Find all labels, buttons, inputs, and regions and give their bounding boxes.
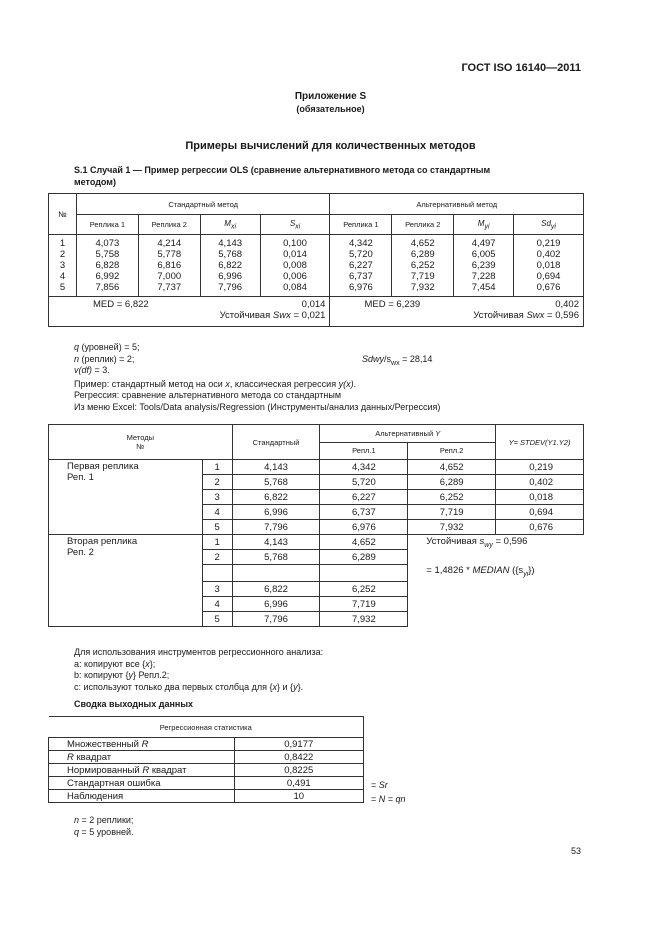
regression-stats-header: Регрессионная статистика xyxy=(49,717,364,738)
row-index: 2 xyxy=(202,550,232,565)
alt-rep2-header: Реплика 2 xyxy=(392,215,454,235)
cell-repl2: 6,289 xyxy=(408,475,496,490)
row-index: 3 xyxy=(202,490,232,505)
stat-label: R квадрат xyxy=(49,751,235,764)
note-sr: = Sr xyxy=(371,780,388,790)
table-replicates xyxy=(48,193,584,327)
stat-label: Нормированный R квадрат xyxy=(49,764,235,777)
alt-rep1-header: Реплика 1 xyxy=(330,215,392,235)
alt-summary-cell xyxy=(330,297,584,327)
instruction-a: a: копируют все {x}; xyxy=(74,658,156,669)
cell-standard: 7,796 xyxy=(232,612,320,627)
stat-value: 0,8225 xyxy=(234,764,364,777)
note-nqn: = N = qn xyxy=(371,794,406,804)
subsection-line2: методом) xyxy=(74,177,116,187)
cell-repl1: 6,227 xyxy=(320,490,408,505)
stat-value: 0,8422 xyxy=(234,751,364,764)
cell-standard: 6,996 xyxy=(232,505,320,520)
param-q: q (уровней) = 5; xyxy=(74,342,140,352)
cell-repl2: 6,252 xyxy=(408,490,496,505)
document-code: ГОСТ ISO 16140—2011 xyxy=(461,62,581,74)
repl2-header: Репл.2 xyxy=(408,442,496,460)
empty-cell xyxy=(202,565,232,582)
example-line: Пример: стандартный метод на оси x, классическая регрессия y(x). xyxy=(74,378,357,389)
table-regression-stats xyxy=(48,716,364,803)
cell-standard: 5,768 xyxy=(232,475,320,490)
foot-n: n = 2 реплики; xyxy=(74,815,134,825)
cell-repl1: 6,289 xyxy=(320,550,408,565)
robust-swy: Устойчивая $s_{wy} = 0,596$ xyxy=(426,536,528,549)
instruction-c: c: используют только два первых столбца для {x} и {y}. xyxy=(74,681,304,692)
appendix-title: Приложение S xyxy=(294,91,367,102)
cell-y: 0,676 xyxy=(496,520,584,535)
row-index: 4 xyxy=(202,597,232,612)
std-mean-header: Mxi xyxy=(200,215,260,235)
median-formula: = 1,4826 * MEDIAN $(\{s_{yi}\})$ xyxy=(426,564,535,578)
methods-header: Методы № xyxy=(49,425,233,460)
alt-rep2-column: 4,652 6,289 6,252 7,719 7,932 xyxy=(392,235,454,297)
std-mean-column: 4,143 5,768 6,822 6,996 7,796 xyxy=(200,235,260,297)
row-index: 1 xyxy=(202,460,232,475)
cell-repl1: 5,720 xyxy=(320,475,408,490)
col-no-header: № xyxy=(49,194,77,235)
std-rep2-column: 4,214 5,778 6,816 7,000 7,737 xyxy=(138,235,200,297)
stat-value: 0,491 xyxy=(234,777,364,790)
cell-repl2: 4,652 xyxy=(408,460,496,475)
stat-label: Множественный R xyxy=(49,738,235,751)
std-rep1-header: Реплика 1 xyxy=(76,215,138,235)
cell-repl2: 7,932 xyxy=(408,520,496,535)
cell-standard: 4,143 xyxy=(232,535,320,550)
instructions-intro: Для использования инструментов регрессионного анализа: xyxy=(74,647,324,657)
summary-title: Сводка выходных данных xyxy=(74,699,194,709)
row-index: 5 xyxy=(202,520,232,535)
alt-method-header: Альтернативный метод xyxy=(330,194,584,215)
row-index: 1 xyxy=(202,535,232,550)
robust-sd-cell xyxy=(408,535,584,627)
alt-med-value: 0,402 xyxy=(555,299,579,310)
section-title: Примеры вычислений для количественных методов xyxy=(185,140,476,152)
alt-rep1-column: 4,342 5,720 6,227 6,737 6,976 xyxy=(330,235,392,297)
row-index: 2 xyxy=(202,475,232,490)
std-rep1-column: 4,073 5,758 6,828 6,992 7,856 xyxy=(76,235,138,297)
param-n: n (реплик) = 2; Sdwy/$s_{wx} = 28,14$ xyxy=(74,354,574,366)
instruction-b: b: копируют {y} Репл.2; xyxy=(74,670,170,680)
standard-header: Стандартный xyxy=(232,425,320,460)
cell-y: 0,018 xyxy=(496,490,584,505)
cell-repl1: 6,737 xyxy=(320,505,408,520)
stat-label: Стандартная ошибка xyxy=(49,777,235,790)
cell-repl1: 4,652 xyxy=(320,535,408,550)
empty-cell xyxy=(320,565,408,582)
cell-repl1: 7,719 xyxy=(320,597,408,612)
excel-line: Из меню Excel: Tools/Data analysis/Regression (Инструменты/анализ данных/Регрессия) xyxy=(74,401,441,412)
cell-y: 0,694 xyxy=(496,505,584,520)
appendix-subtitle: (обязательное) xyxy=(296,104,365,114)
subsection-line1: S.1 Случай 1 — Пример регрессии OLS (сравнение альтернативного метода со стандартным xyxy=(74,165,491,175)
stat-value: 10 xyxy=(234,790,364,803)
alt-robust: Устойчивая Swx = 0,596 xyxy=(473,310,579,321)
std-sd-column: 0,100 0,014 0,008 0,006 0,084 xyxy=(260,235,330,297)
cell-standard: 6,996 xyxy=(232,597,320,612)
stat-label: Наблюдения xyxy=(49,790,235,803)
cell-repl1: 7,932 xyxy=(320,612,408,627)
cell-y: 0,402 xyxy=(496,475,584,490)
row-index: 3 xyxy=(202,582,232,597)
cell-standard: 5,768 xyxy=(232,550,320,565)
y-stdev-header: Y= STDEV(Y1.Y2) xyxy=(496,425,584,460)
params-block xyxy=(74,342,574,413)
alt-sd-header: Sdyi xyxy=(514,215,584,235)
idx-column: 1 2 3 4 5 xyxy=(49,235,77,297)
first-replicate-label: Первая реплика Реп. 1 xyxy=(49,460,203,535)
cell-repl1: 6,252 xyxy=(320,582,408,597)
alt-mean-header: Myi xyxy=(454,215,514,235)
cell-y: 0,219 xyxy=(496,460,584,475)
empty-cell xyxy=(232,565,320,582)
alt-mean-column: 4,497 6,005 6,239 7,228 7,454 xyxy=(454,235,514,297)
param-ratio: Sdwy/$s_{wx} = 28,14$ xyxy=(362,353,433,367)
std-method-header: Стандартный метод xyxy=(76,194,330,215)
std-summary-cell xyxy=(49,297,330,327)
row-index: 4 xyxy=(202,505,232,520)
param-v: v(df) = 3. xyxy=(74,365,110,375)
instructions-block xyxy=(74,647,323,693)
alt-med: MED = 6,239 xyxy=(364,299,421,310)
std-med-value: 0,014 xyxy=(301,299,326,310)
std-med: MED = 6,822 xyxy=(93,299,149,310)
std-robust: Устойчивая Swx = 0,021 xyxy=(219,310,326,321)
page-number: 53 xyxy=(570,846,581,856)
row-index: 5 xyxy=(202,612,232,627)
regression-line: Регрессия: сравнение альтернативного метода со стандартным xyxy=(74,390,342,400)
cell-standard: 7,796 xyxy=(232,520,320,535)
stat-value: 0,9177 xyxy=(234,738,364,751)
second-replicate-label: Вторая реплика Реп. 2 xyxy=(49,535,203,627)
cell-standard: 6,822 xyxy=(232,490,320,505)
cell-standard: 4,143 xyxy=(232,460,320,475)
std-sd-header: Sxi xyxy=(260,215,330,235)
alt-y-header: Альтернативный Y xyxy=(320,425,496,443)
cell-repl2: 7,719 xyxy=(408,505,496,520)
std-rep2-header: Реплика 2 xyxy=(138,215,200,235)
foot-q: q = 5 уровней. xyxy=(74,826,134,837)
cell-standard: 6,822 xyxy=(232,582,320,597)
alt-sd-column: 0,219 0,402 0,018 0,694 0,676 xyxy=(514,235,584,297)
repl1-header: Репл.1 xyxy=(320,442,408,460)
table-regression-input xyxy=(48,424,584,627)
cell-repl1: 4,342 xyxy=(320,460,408,475)
cell-repl1: 6,976 xyxy=(320,520,408,535)
footnote-block xyxy=(74,815,133,838)
